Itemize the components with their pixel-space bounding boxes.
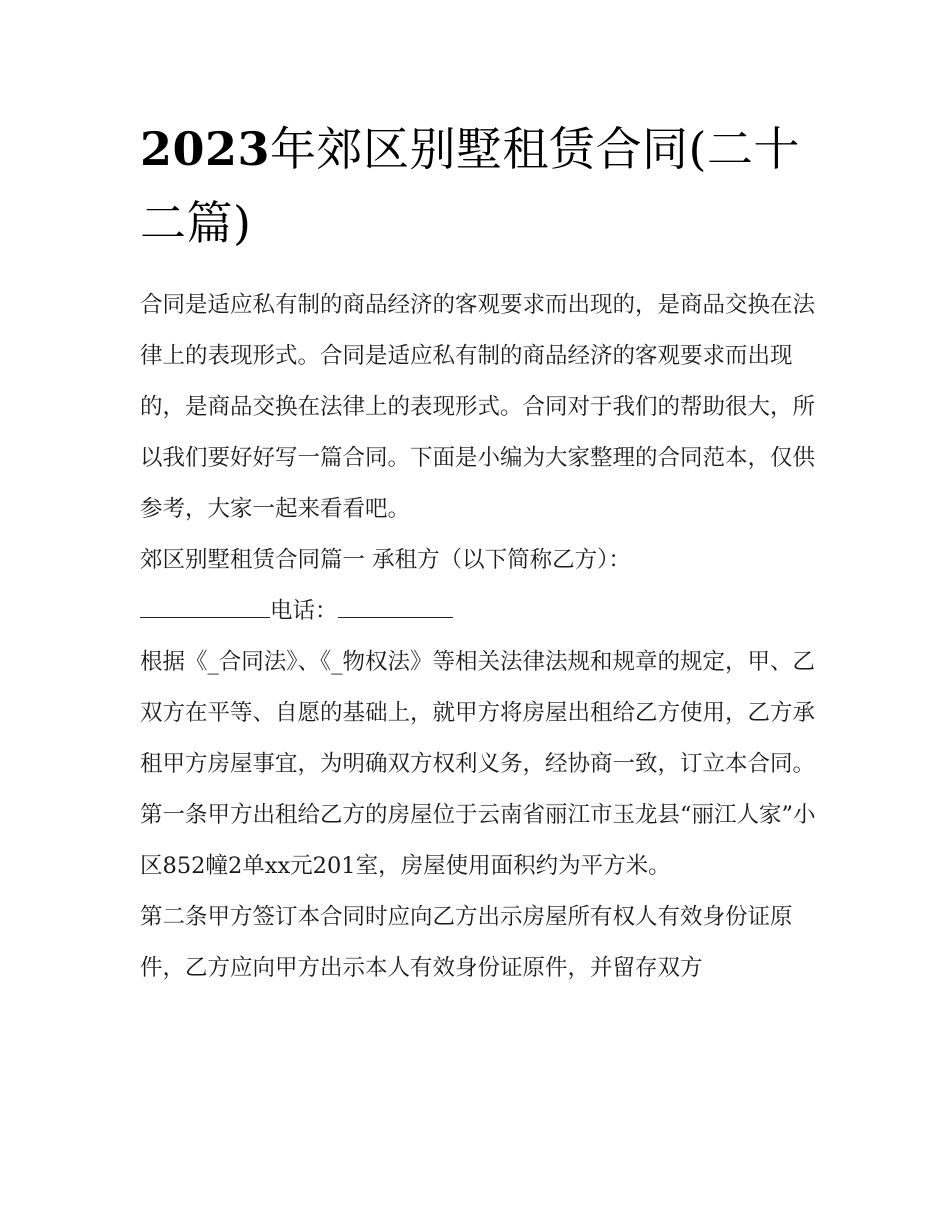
intro-paragraph: 合同是适应私有制的商品经济的客观要求而出现的，是商品交换在法律上的表现形式。合同是适应私有制的商品经济的客观要求而出现的，是商品交换在法律上的表现形式。合同对于我们的帮助很大，所以我们要好好写一篇合同。下面是小编为大家整理的合同范本，仅供参考，大家一起来看看吧。 bbox=[140, 292, 816, 522]
title-text: 年郊区别墅租赁合同(二十二篇) bbox=[140, 122, 800, 250]
basis-paragraph: 根据《_合同法》、《_物权法》等相关法律法规和规章的规定，甲、乙双方在平等、自愿的基础上，就甲方将房屋出租给乙方使用，乙方承租甲方房屋事宜，为明确双方权利义务，经协商一致，订立本合同。 bbox=[140, 649, 816, 777]
article-2: 第二条甲方签订本合同时应向乙方出示房屋所有权人有效身份证原件，乙方应向甲方出示本人有效身份证原件，并留存双方 bbox=[140, 904, 793, 981]
phone-line bbox=[140, 586, 816, 637]
title-year: 2023 bbox=[140, 122, 271, 176]
phone-label: 电话： bbox=[270, 598, 338, 624]
name-blank bbox=[140, 587, 270, 618]
phone-blank bbox=[338, 587, 453, 618]
section-heading: 郊区别墅租赁合同篇一 承租方（以下简称乙方）： bbox=[140, 547, 631, 573]
document-body bbox=[140, 280, 816, 994]
document-title bbox=[140, 112, 820, 260]
article-1: 第一条甲方出租给乙方的房屋位于云南省丽江市玉龙县“丽江人家”小区852幢2单xx元201室，房屋使用面积约为平方米。 bbox=[140, 802, 816, 879]
